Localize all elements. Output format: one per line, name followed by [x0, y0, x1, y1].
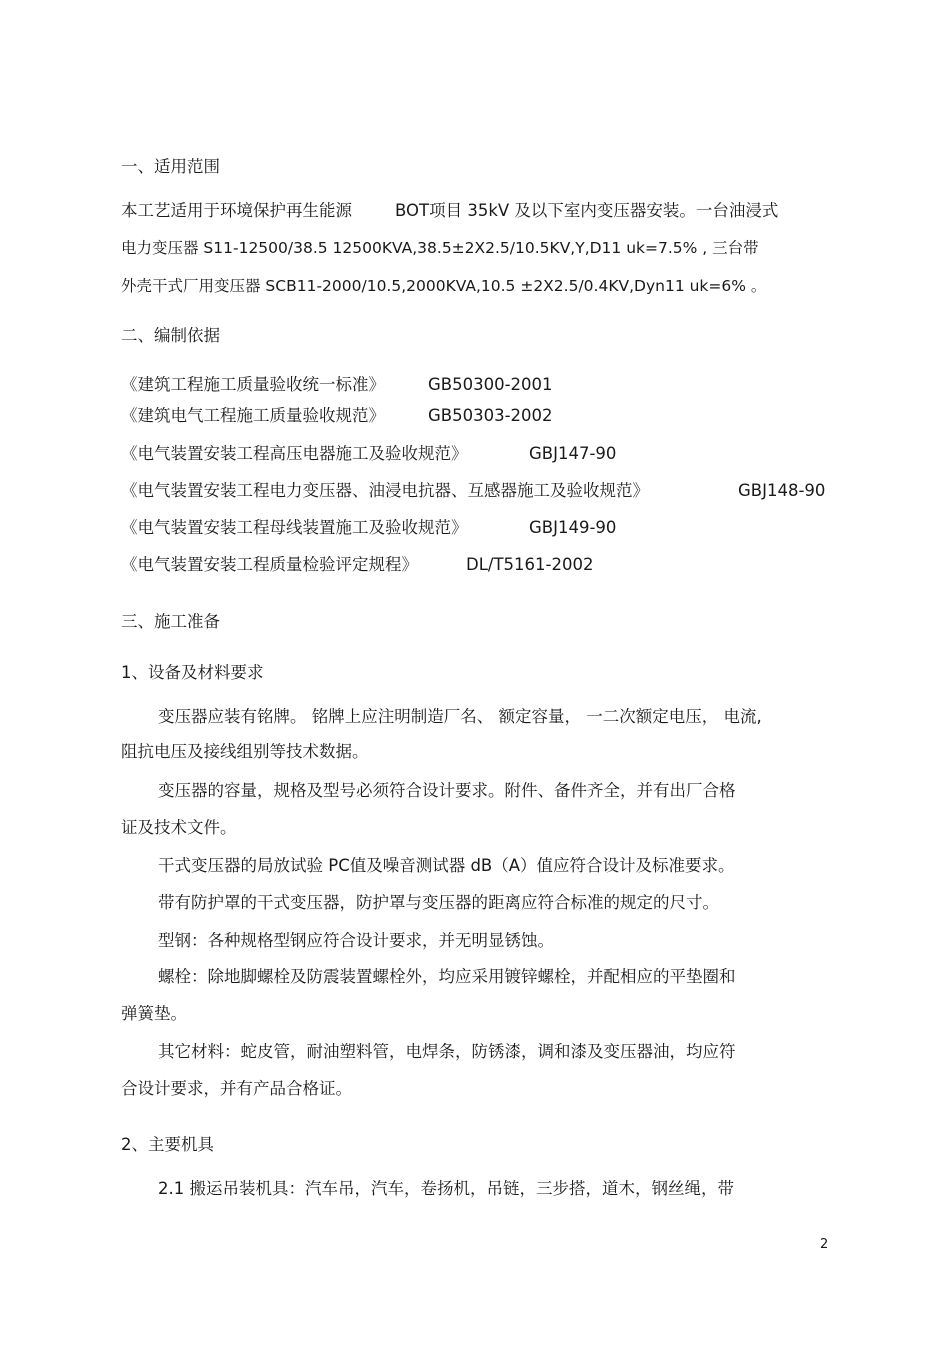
reference-title: 《建筑工程施工质量验收统一标准》 [121, 375, 385, 394]
reference-title: 《电气装置安装工程质量检验评定规程》 [121, 555, 418, 574]
paragraph-bolts-1: 螺栓：除地脚螺栓及防震装置螺栓外，均应采用镀锌螺栓，并配相应的平垫圈和 [158, 967, 736, 986]
reference-title: 《电气装置安装工程电力变压器、油浸电抗器、互感器施工及验收规范》 [121, 481, 649, 500]
section-heading-scope: 一、适用范围 [121, 157, 220, 176]
scope-line-1-end: BOT项目 35kV 及以下室内变压器安装。一台油浸式 [395, 201, 779, 220]
paragraph-capacity-2: 证及技术文件。 [121, 818, 237, 837]
reference-item [121, 517, 617, 539]
reference-code: GBJ148-90 [738, 481, 826, 500]
subheading-materials: 1、设备及材料要求 [121, 663, 264, 682]
paragraph-bolts-2: 弹簧垫。 [121, 1004, 187, 1023]
paragraph-nameplate-2: 阻抗电压及接线组别等技术数据。 [121, 742, 369, 761]
scope-line-2: 电力变压器 S11-12500/38.5 12500KVA,38.5±2X2.5/10.5KV,Y,D11 uk=7.5% , 三台带 [121, 239, 759, 257]
paragraph-nameplate-1: 变压器应装有铭牌。 铭牌上应注明制造厂名、 额定容量， 一二次额定电压， 电流, [158, 707, 762, 726]
paragraph-capacity-1: 变压器的容量，规格及型号必须符合设计要求。附件、备件齐全，并有出厂合格 [158, 781, 736, 800]
reference-code: GBJ147-90 [529, 444, 617, 463]
paragraph-steel: 型钢：各种规格型钢应符合设计要求，并无明显锈蚀。 [158, 931, 554, 950]
reference-item [121, 374, 553, 396]
reference-title: 《建筑电气工程施工质量验收规范》 [121, 406, 385, 425]
reference-code: GBJ149-90 [529, 518, 617, 537]
paragraph-partial-discharge: 干式变压器的局放试验 PC值及噪音测试器 dB（A）值应符合设计及标准要求。 [158, 856, 735, 875]
scope-line-3: 外壳干式厂用变压器 SCB11-2000/10.5,2000KVA,10.5 ±2X2.5/0.4KV,Dyn11 uk=6% 。 [121, 277, 767, 295]
reference-code: GB50303-2002 [428, 406, 553, 425]
reference-item [121, 480, 826, 502]
reference-code: DL/T5161-2002 [466, 555, 594, 574]
paragraph-other-materials-2: 合设计要求，并有产品合格证。 [121, 1079, 352, 1098]
section-heading-preparation: 三、施工准备 [121, 612, 220, 631]
scope-line-1-start: 本工艺适用于环境保护再生能源 [121, 201, 352, 220]
reference-title: 《电气装置安装工程母线装置施工及验收规范》 [121, 518, 468, 537]
section-heading-basis: 二、编制依据 [121, 326, 220, 345]
paragraph-lifting-tools: 2.1 搬运吊装机具：汽车吊，汽车，卷扬机，吊链，三步搭，道木，钢丝绳，带 [158, 1179, 734, 1198]
reference-code: GB50300-2001 [428, 375, 553, 394]
reference-item [121, 405, 553, 427]
paragraph-other-materials-1: 其它材料：蛇皮管，耐油塑料管，电焊条，防锈漆，调和漆及变压器油，均应符 [158, 1042, 736, 1061]
reference-item [121, 443, 617, 465]
reference-title: 《电气装置安装工程高压电器施工及验收规范》 [121, 444, 468, 463]
subheading-tools: 2、主要机具 [121, 1135, 214, 1154]
page-number: 2 [820, 1237, 829, 1252]
paragraph-protective-cover: 带有防护罩的干式变压器，防护罩与变压器的距离应符合标准的规定的尺寸。 [158, 893, 719, 912]
reference-item [121, 554, 594, 576]
